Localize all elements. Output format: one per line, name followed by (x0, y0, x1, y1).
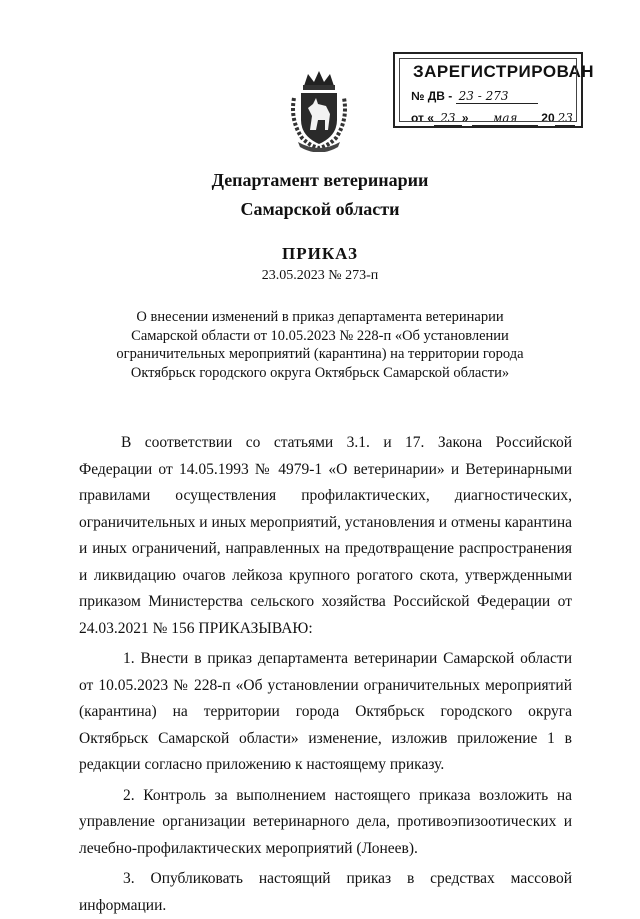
stamp-date-year-value: 23 (555, 112, 575, 126)
stamp-date-prefix: от « (411, 111, 434, 125)
document-date-number: 23.05.2023 № 273-п (261, 268, 379, 283)
registration-stamp (393, 52, 595, 128)
body-paragraph-item-1: 1. Внести в приказ департамента ветеринарии Самарской области от 10.05.2023 № 228-п «Об установлении ограничительных мероприятий (карантина) на территории города Октябрьск городского округа Октябрьск Самарской области» изменение, изложив приложение 1 в редакции согласно приложению к настоящему приказу. (79, 650, 572, 773)
document-body (79, 430, 572, 919)
department-name-line1: Департамент ветеринарии (211, 170, 429, 190)
stamp-number-prefix: № ДВ - (411, 89, 453, 103)
coat-of-arms-emblem (288, 68, 350, 152)
stamp-date-year-prefix: 20 (541, 111, 555, 125)
stamp-title: ЗАРЕГИСТРИРОВАН (413, 62, 595, 81)
body-paragraph-item-2: 2. Контроль за выполнением настоящего приказа возложить на управление организации ветеринарного дела, противоэпизоотических и лечебно-профилактических мероприятий (Лонеев). (79, 786, 572, 857)
document-type-heading: ПРИКАЗ (282, 244, 358, 263)
stamp-date-month: мая (472, 112, 538, 126)
stamp-number-value: 23 - 273 (456, 90, 538, 104)
stamp-date-line (411, 111, 575, 126)
body-paragraph-item-3: 3. Опубликовать настоящий приказ в средствах массовой информации. (79, 870, 572, 914)
document-subject: О внесении изменений в приказ департамента ветеринарии Самарской области от 10.05.2023 № 228-п «Об установлении ограничительных мероприятий (карантина) на территории города Октябрьск городского округа Октябрьск Самарской области» (116, 309, 524, 381)
department-name-line2: Самарской области (240, 199, 400, 219)
body-paragraph-preamble: В соответствии со статьями 3.1. и 17. Закона Российской Федерации от 14.05.1993 № 4979-1 «О ветеринарии» и Ветеринарными правилами осуществления профилактических, диагностических, ограничительных и иных мероприятий, установления и отмены карантина и иных ограничений, направленных на предотвращение распространения и ликвидацию очагов лейкоза крупного рогатого скота, утвержденными приказом Министерства сельского хозяйства Российской Федерации от 24.03.2021 № 156 ПРИКАЗЫВАЮ: (79, 434, 572, 637)
stamp-number-line (411, 89, 538, 104)
stamp-date-mid: » (461, 111, 469, 125)
stamp-date-day: 23 (434, 112, 462, 126)
